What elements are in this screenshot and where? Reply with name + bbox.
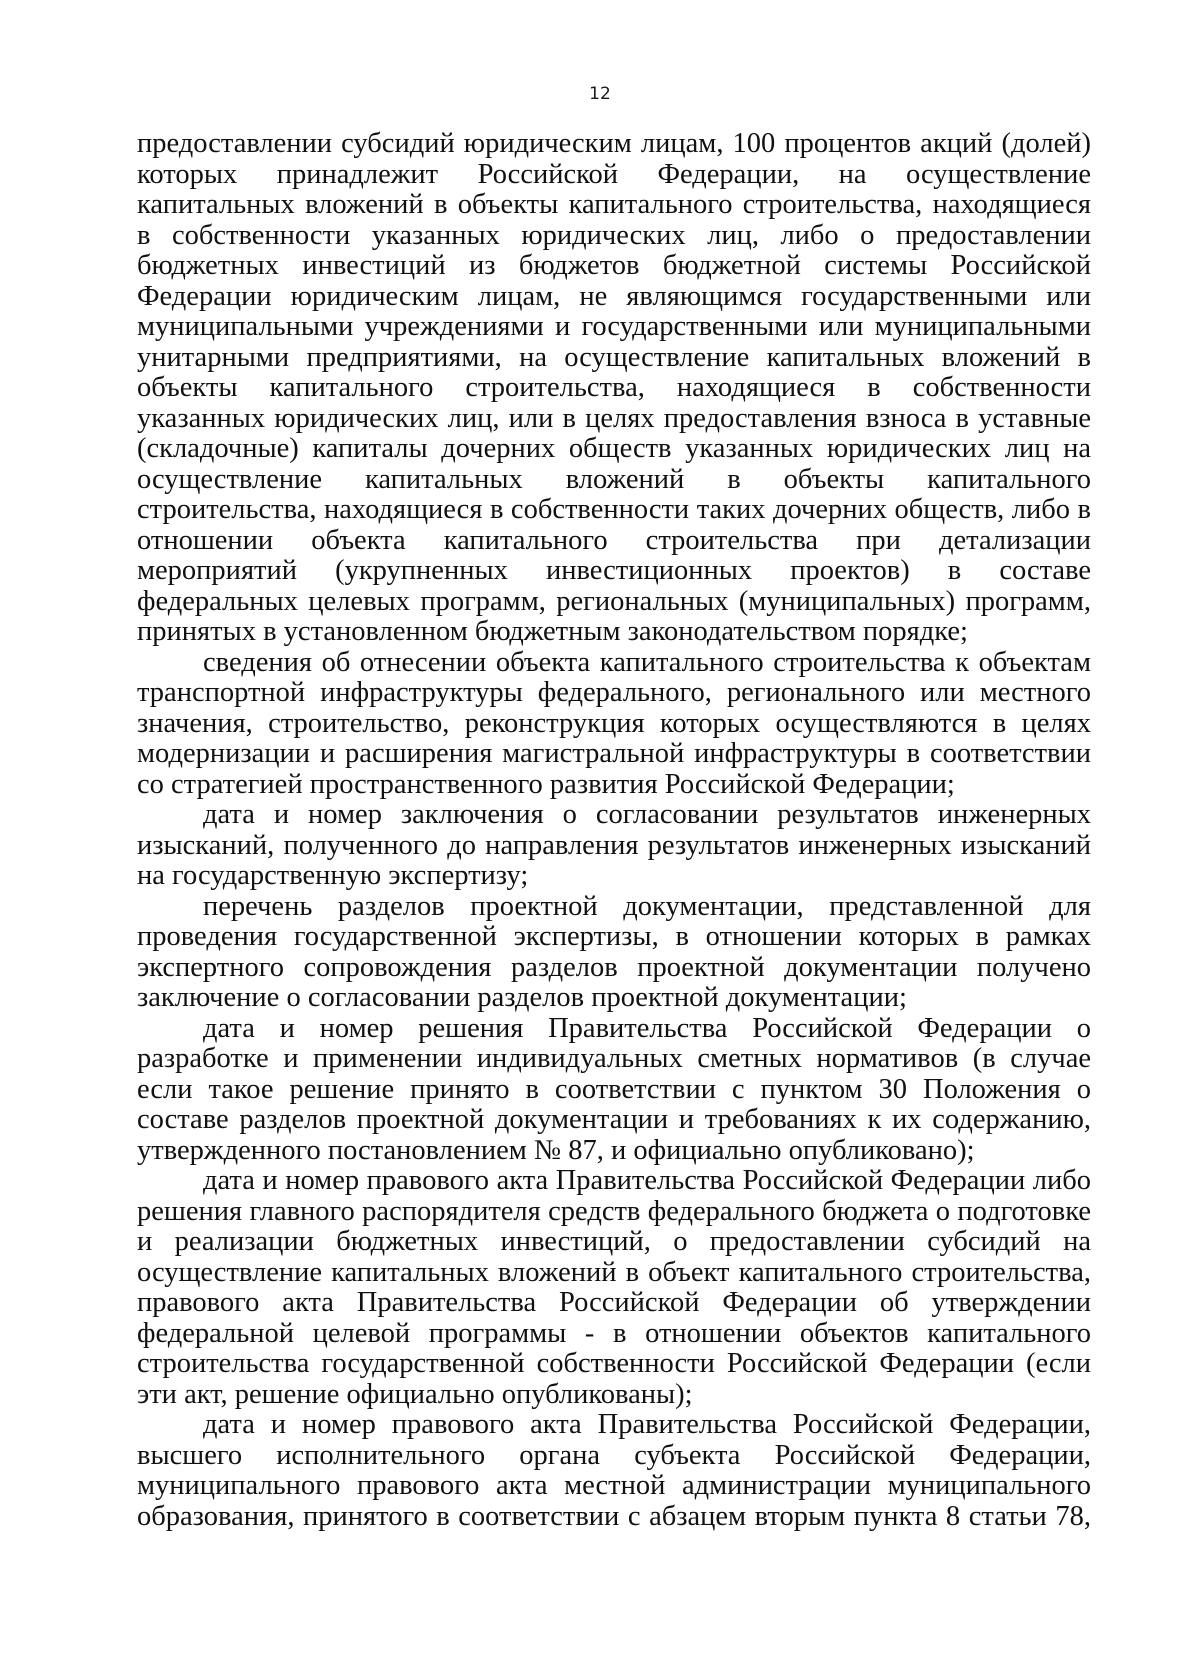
- paragraph-design-sections-list: перечень разделов проектной документации, представленной для проведения государственной экспертизы, в отношении которых в рамках экспертного сопровождения разделов проектной документации получено заключение о согласовании разделов проектной документации;: [137, 890, 1091, 1013]
- page-number: 12: [589, 84, 611, 104]
- document-body: [137, 129, 1091, 1532]
- paragraph-estimate-standards-decision: дата и номер решения Правительства Российской Федерации о разработке и применении индивидуальных сметных нормативов (в случае если такое решение принято в соответствии с пунктом 30 Положения о составе разделов проектной документации и требованиях к их содержанию, утвержденного постановлением № 87, и официально опубликовано);: [137, 1012, 1091, 1166]
- paragraph-regional-municipal-act: дата и номер правового акта Правительства Российской Федерации, высшего исполнительного органа субъекта Российской Федерации, муниципального правового акта местной администрации муниципального образования, принятого в соответствии с абзацем вторым пункта 8 статьи 78,: [137, 1409, 1091, 1532]
- paragraph-federal-legal-act: дата и номер правового акта Правительства Российской Федерации либо решения главного распорядителя средств федерального бюджета о подготовке и реализации бюджетных инвестиций, о предоставлении субсидий на осуществление капитальных вложений в объект капитального строительства, правового акта Правительства Российской Федерации об утверждении федеральной целевой программы - в отношении объектов капитального строительства государственной собственности Российской Федерации (если эти акт, решение официально опубликованы);: [137, 1165, 1091, 1410]
- paragraph-engineering-surveys-conclusion: дата и номер заключения о согласовании результатов инженерных изысканий, полученного до направления результатов инженерных изысканий на государственную экспертизу;: [137, 799, 1091, 891]
- paragraph-transport-infrastructure: сведения об отнесении объекта капитального строительства к объектам транспортной инфраструктуры федерального, регионального или местного значения, строительство, реконструкция которых осуществляются в целях модернизации и расширения магистральной инфраструктуры в соответствии со стратегией пространственного развития Российской Федерации;: [137, 646, 1091, 800]
- paragraph-subsidies-continuation: предоставлении субсидий юридическим лицам, 100 процентов акций (долей) которых принадлежит Российской Федерации, на осуществление капитальных вложений в объекты капитального строительства, находящиеся в собственности указанных юридических лиц, либо о предоставлении бюджетных инвестиций из бюджетов бюджетной системы Российской Федерации юридическим лицам, не являющимся государственными или муниципальными учреждениями и государственными или муниципальными унитарными предприятиями, на осуществление капитальных вложений в объекты капитального строительства, находящиеся в собственности указанных юридических лиц, или в целях предоставления взноса в уставные (складочные) капиталы дочерних обществ указанных юридических лиц на осуществление капитальных вложений в объекты капитального строительства, находящиеся в собственности таких дочерних обществ, либо в отношении объекта капитального строительства при детализации мероприятий (укрупненных инвестиционных проектов) в составе федеральных целевых программ, региональных (муниципальных) программ, принятых в установленном бюджетным законодательством порядке;: [137, 128, 1091, 647]
